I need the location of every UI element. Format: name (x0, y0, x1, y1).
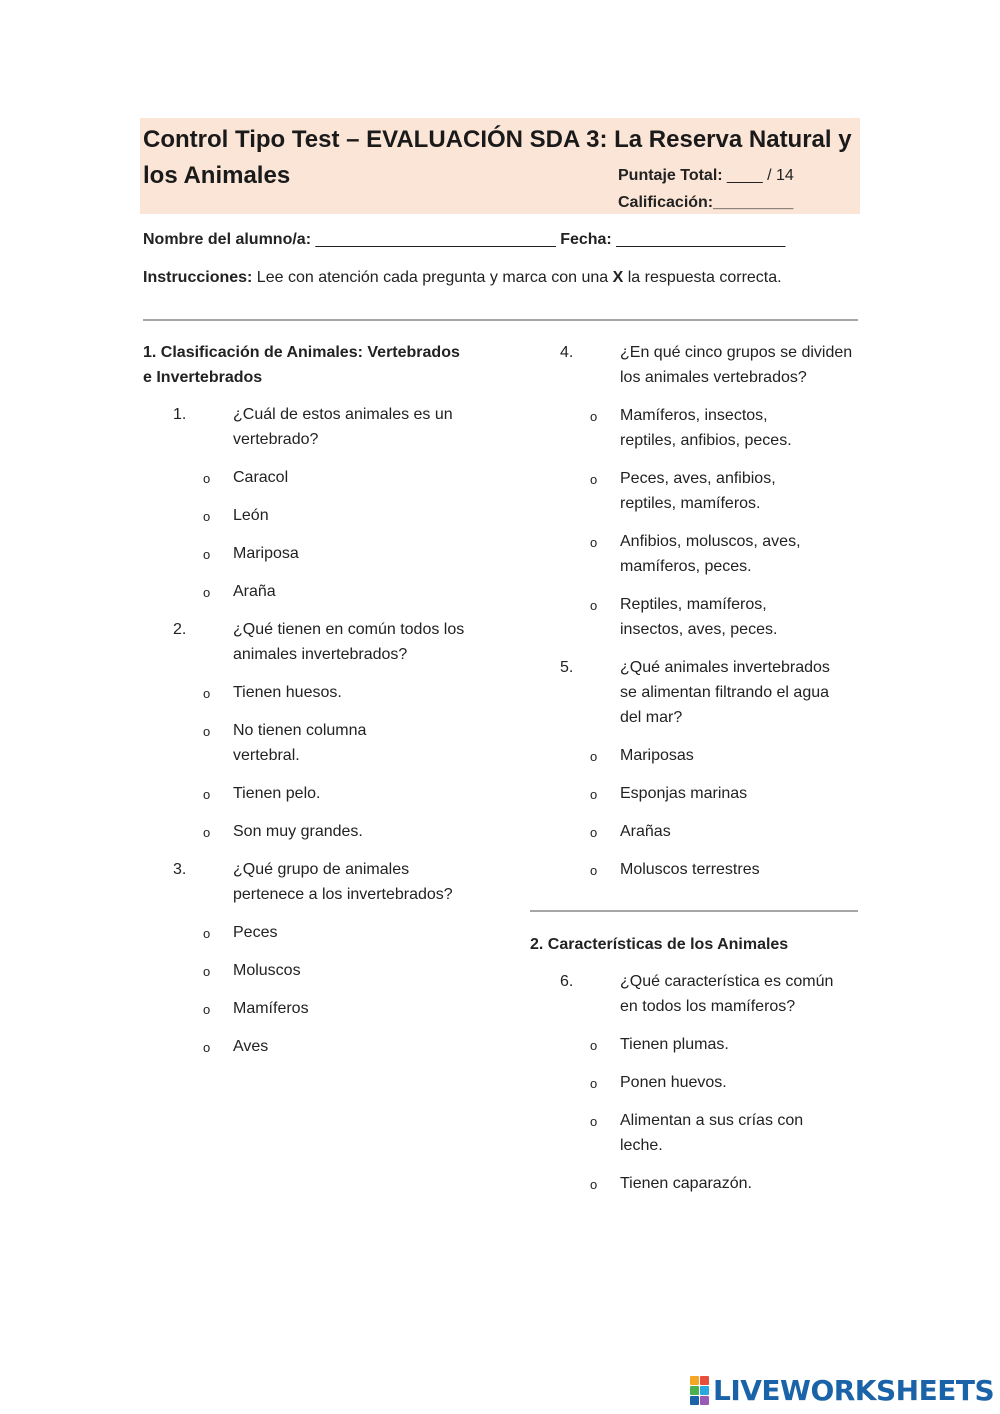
radio-circle-icon[interactable]: o (203, 547, 211, 562)
answer-option[interactable]: o No tienen columna vertebral. (173, 718, 413, 768)
radio-circle-icon[interactable]: o (203, 1040, 211, 1055)
section-title: 1. Clasificación de Animales: Vertebrados e Invertebrados (143, 344, 460, 386)
radio-circle-icon[interactable]: o (590, 1038, 598, 1053)
answer-option[interactable]: o Alimentan a sus crías con leche. (560, 1108, 820, 1158)
question-number: 4. (560, 344, 574, 361)
grade-label: Calificación: (618, 194, 714, 211)
question-number: 2. (173, 621, 187, 638)
question-text: ¿En qué cinco grupos se dividen los animales vertebrados? (620, 344, 853, 386)
answer-option[interactable]: o León (173, 503, 473, 528)
answer-option[interactable]: o Tienen huesos. (173, 680, 413, 705)
radio-circle-icon[interactable]: o (590, 472, 598, 487)
grade-field[interactable]: _________ (713, 194, 794, 211)
answer-option[interactable]: o Anfibios, moluscos, aves, mamíferos, peces. (560, 529, 820, 579)
radio-circle-icon[interactable]: o (590, 409, 598, 424)
question-1 (173, 402, 473, 604)
answer-option[interactable]: o Mariposas (560, 743, 850, 768)
header-banner (140, 118, 860, 214)
instructions-label: Instrucciones: (143, 269, 253, 286)
radio-circle-icon[interactable]: o (590, 825, 598, 840)
answer-option[interactable]: o Peces, aves, anfibios, reptiles, mamíferos. (560, 466, 820, 516)
question-number: 1. (173, 406, 187, 423)
radio-circle-icon[interactable]: o (590, 787, 598, 802)
student-name-field[interactable]: ___________________________ (311, 231, 561, 248)
answer-option[interactable]: o Arañas (560, 819, 850, 844)
answer-option[interactable]: o Ponen huevos. (560, 1070, 820, 1095)
answer-option[interactable]: o Araña (173, 579, 473, 604)
answer-option[interactable]: o Moluscos (173, 958, 473, 983)
options-list (560, 743, 850, 882)
radio-circle-icon[interactable]: o (203, 964, 211, 979)
answer-option[interactable]: o Mariposa (173, 541, 473, 566)
answer-option[interactable]: o Tienen caparazón. (560, 1171, 820, 1196)
radio-circle-icon[interactable]: o (590, 1076, 598, 1091)
radio-circle-icon[interactable]: o (203, 926, 211, 941)
liveworksheets-logo-icon (690, 1376, 709, 1405)
options-list (173, 680, 473, 844)
score-block (618, 162, 794, 216)
radio-circle-icon[interactable]: o (590, 863, 598, 878)
student-name-label: Nombre del alumno/a: (143, 231, 312, 248)
instructions-text: Lee con atención cada pregunta y marca con una (252, 269, 613, 286)
answer-option[interactable]: o Tienen pelo. (173, 781, 413, 806)
question-number: 5. (560, 659, 574, 676)
right-column (530, 340, 860, 1196)
answer-option[interactable]: o Peces (173, 920, 473, 945)
options-list (560, 1032, 840, 1196)
radio-circle-icon[interactable]: o (203, 724, 211, 739)
radio-circle-icon[interactable]: o (203, 686, 211, 701)
answer-option[interactable]: o Tienen plumas. (560, 1032, 820, 1057)
grade-line (618, 189, 794, 216)
page-title: Control Tipo Test – EVALUACIÓN SDA 3: La Reserva Natural y los Animales (143, 126, 852, 189)
question-text: ¿Cuál de estos animales es un vertebrado? (233, 406, 453, 448)
radio-circle-icon[interactable]: o (203, 509, 211, 524)
instructions-text-end: la respuesta correcta. (623, 269, 782, 286)
total-score-label: Puntaje Total: (618, 167, 723, 184)
answer-option[interactable]: o Mamíferos, insectos, reptiles, anfibios, peces. (560, 403, 820, 453)
answer-option[interactable]: o Esponjas marinas (560, 781, 850, 806)
student-info-line (143, 228, 785, 252)
answer-option[interactable]: o Son muy grandes. (173, 819, 413, 844)
question-4 (560, 340, 860, 642)
question-2 (173, 617, 473, 844)
radio-circle-icon[interactable]: o (590, 1177, 598, 1192)
logo-square (690, 1376, 699, 1385)
options-list (173, 465, 473, 604)
instructions-mark: X (612, 269, 624, 286)
divider (143, 319, 858, 321)
radio-circle-icon[interactable]: o (203, 787, 211, 802)
divider (530, 910, 858, 912)
radio-circle-icon[interactable]: o (203, 471, 211, 486)
question-6 (560, 969, 840, 1196)
radio-circle-icon[interactable]: o (203, 585, 211, 600)
answer-option[interactable]: o Aves (173, 1034, 473, 1059)
radio-circle-icon[interactable]: o (203, 825, 211, 840)
question-number: 3. (173, 861, 187, 878)
total-score-line (618, 162, 794, 189)
instructions (143, 266, 782, 290)
radio-circle-icon[interactable]: o (590, 598, 598, 613)
section-title: 2. Características de los Animales (530, 936, 789, 953)
question-5 (560, 655, 850, 882)
radio-circle-icon[interactable]: o (590, 1114, 598, 1129)
options-list (560, 403, 860, 642)
question-text: ¿Qué animales invertebrados se alimentan filtrando el agua del mar? (620, 659, 830, 726)
radio-circle-icon[interactable]: o (590, 535, 598, 550)
question-number: 6. (560, 973, 574, 990)
answer-option[interactable]: o Moluscos terrestres (560, 857, 850, 882)
logo-square (690, 1396, 699, 1405)
liveworksheets-logo (690, 1374, 994, 1406)
logo-square (690, 1386, 699, 1395)
question-text: ¿Qué grupo de animales pertenece a los invertebrados? (233, 861, 453, 903)
date-label: Fecha: (560, 231, 612, 248)
options-list (173, 920, 473, 1059)
question-text: ¿Qué característica es común en todos los mamíferos? (620, 973, 834, 1015)
radio-circle-icon[interactable]: o (590, 749, 598, 764)
question-3 (173, 857, 473, 1059)
logo-text: LIVEWORKSHEETS (713, 1373, 995, 1407)
answer-option[interactable]: o Reptiles, mamíferos, insectos, aves, peces. (560, 592, 820, 642)
radio-circle-icon[interactable]: o (203, 1002, 211, 1017)
question-text: ¿Qué tienen en común todos los animales invertebrados? (233, 621, 465, 663)
logo-square (700, 1386, 709, 1395)
left-column (143, 340, 483, 1059)
logo-square (700, 1376, 709, 1385)
logo-square (700, 1396, 709, 1405)
answer-option[interactable]: o Mamíferos (173, 996, 473, 1021)
date-field[interactable]: ___________________ (611, 231, 786, 248)
total-score-field[interactable]: ____ / 14 (722, 167, 794, 184)
answer-option[interactable]: o Caracol (173, 465, 473, 490)
